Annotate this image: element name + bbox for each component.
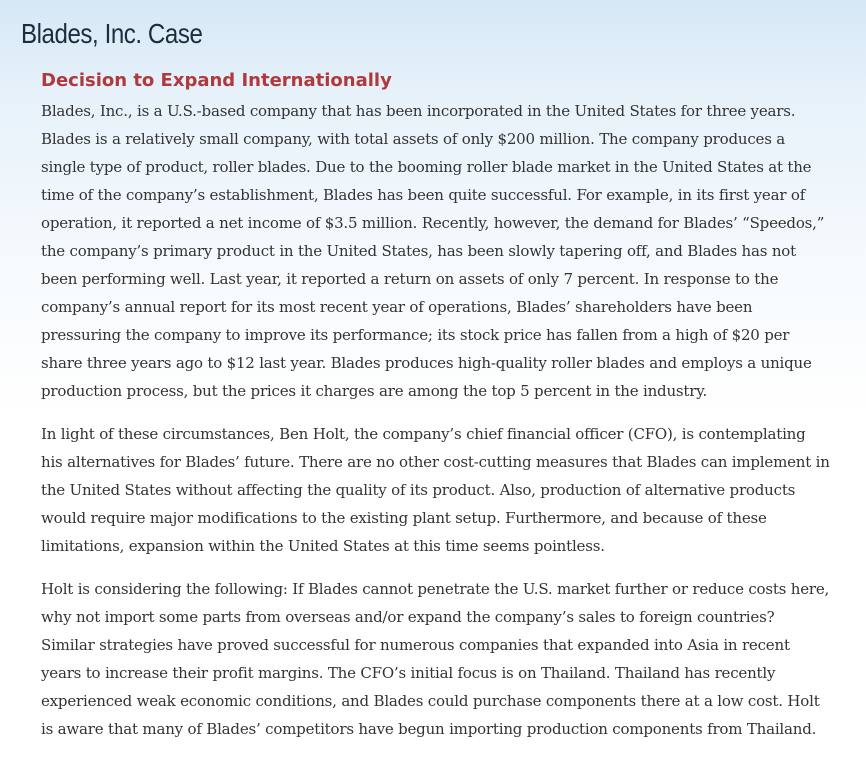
case-content [41,67,831,758]
paragraph-thailand-strategy: Holt is considering the following: If Blades cannot penetrate the U.S. market further or reduce costs here, why not import some parts from overseas and/or expand the company’s sales to foreign countries? Similar strategies have proved successful for numerous companies that expanded into Asia in recent years to increase their profit margins. The CFO’s initial focus is on Thailand. Thailand has recently experienced weak economic conditions, and Blades could purchase components there at a low cost. Holt is aware that many of Blades’ competitors have begun importing production components from Thailand. [41,580,830,738]
paragraph-company-background: Blades, Inc., is a U.S.-based company that has been incorporated in the United States for three years. Blades is a relatively small company, with total assets of only $200 million. The company produces a single type of product, roller blades. Due to the booming roller blade market in the United States at the time of the company’s establishment, Blades has been quite successful. For example, in its first year of operation, it reported a net income of $3.5 million. Recently, however, the demand for Blades’ “Speedos,” the company’s primary product in the United States, has been slowly tapering off, and Blades has not been performing well. Last year, it reported a return on assets of only 7 percent. In response to the company’s annual report for its most recent year of operations, Blades’ shareholders have been pressuring the company to improve its performance; its stock price has fallen from a high of $20 per share three years ago to $12 last year. Blades produces high-quality roller blades and employs a unique production process, but the prices it charges are among the top 5 percent in the industry. [41,102,825,400]
paragraph-cfo-alternatives: In light of these circumstances, Ben Holt, the company’s chief financial officer (CFO), is contemplating his alternatives for Blades’ future. There are no other cost-cutting measures that Blades can implement in the United States without affecting the quality of its product. Also, production of alternative products would require major modifications to the existing plant setup. Furthermore, and because of these limitations, expansion within the United States at this time seems pointless. [41,425,830,555]
case-title: Blades, Inc. Case [21,18,203,49]
section-heading: Decision to Expand Internationally [41,70,392,91]
